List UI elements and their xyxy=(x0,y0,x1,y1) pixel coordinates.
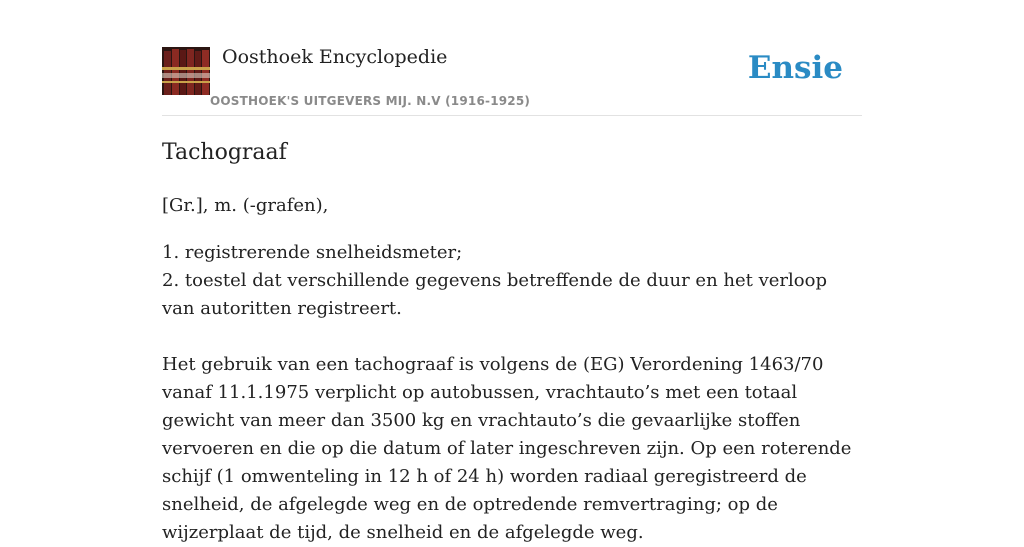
brand-logo[interactable]: Ensie xyxy=(747,50,843,86)
paragraph-gap xyxy=(162,323,862,351)
source-avatar[interactable] xyxy=(162,47,210,95)
publisher-label: OOSTHOEK'S UITGEVERS MIJ. N.V (1916-1925) xyxy=(210,94,531,108)
source-title[interactable]: Oosthoek Encyclopedie xyxy=(222,46,448,68)
entry-body: Het gebruik van een tachograaf is volgens de (EG) Verordening 1463/70 vanaf 11.1.1975 verplicht op autobussen, vrachtauto’s met een totaal gewicht van meer dan 3500 kg en vrachtauto’s die gevaarlijke stoffen vervoeren en die op die datum of later ingeschreven zijn. Op een roterende schijf (1 omwenteling in 12 h of 24 h) worden radiaal geregistreerd de snelheid, de afgelegde weg en de optredende remvertraging; op de wijzerplaat de tijd, de snelheid en de afgelegde weg. xyxy=(162,354,852,543)
definition-2: 2. toestel dat verschillende gegevens betreffende de duur en het verloop van autoritten registreert. xyxy=(162,270,827,319)
entry-content xyxy=(162,192,862,547)
entry-etymology: [Gr.], m. (-grafen), xyxy=(162,195,329,216)
book-spines-icon xyxy=(162,47,210,95)
header-divider xyxy=(162,115,862,116)
definition-1: 1. registrerende snelheidsmeter; xyxy=(162,242,463,263)
entry-headword: Tachograaf xyxy=(162,140,287,165)
